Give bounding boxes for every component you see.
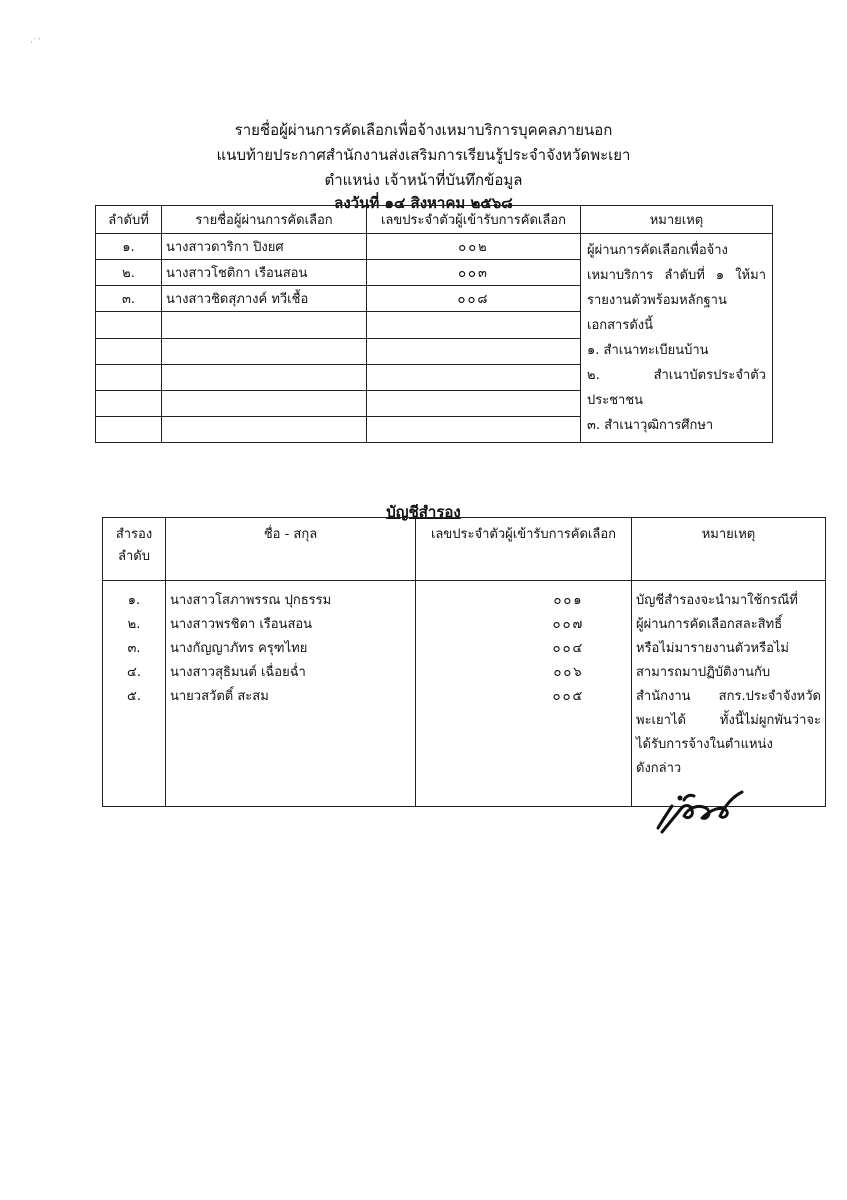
list-item: ๕. <box>127 689 141 704</box>
table-header-row <box>103 518 826 581</box>
remark-line: หรือไม่มารายงานตัวหรือไม่ <box>636 641 789 656</box>
col-header-name: รายชื่อผู้ผ่านการคัดเลือก <box>162 206 367 234</box>
col-header-order-line2: ลำดับ <box>118 549 150 564</box>
list-item: ๐๐๑ <box>553 593 584 608</box>
row-order: ๑. <box>96 234 162 260</box>
remark-cell <box>581 234 773 443</box>
list-item: นางกัญญาภัทร ครุฑไทย <box>170 641 308 656</box>
reserve-table <box>102 517 826 807</box>
list-item: นางสาวสุธิมนต์ เฉื่อยฉ่ำ <box>170 665 306 680</box>
id-column <box>416 581 632 807</box>
remark-line: รายงานตัวพร้อมหลักฐาน <box>587 293 727 308</box>
remark-line: ๓. สำเนาวุฒิการศึกษา <box>587 418 714 433</box>
remark-line: ผู้ผ่านการคัดเลือกเพื่อจ้าง <box>587 243 728 258</box>
remark-line: ดังกล่าว <box>636 761 682 776</box>
row-order: ๓. <box>96 286 162 312</box>
list-item: ๐๐๖ <box>553 665 584 680</box>
list-item: ๒. <box>127 617 141 632</box>
col-header-remark: หมายเหตุ <box>632 518 826 581</box>
list-item: ๑. <box>127 593 141 608</box>
remark-line: ๒. สำเนาบัตรประจำตัว <box>587 368 766 383</box>
remark-line: ๑. สำเนาทะเบียนบ้าน <box>587 343 709 358</box>
list-item: ๓. <box>127 641 141 656</box>
scan-speck: ·˙ˋ <box>30 38 42 48</box>
col-header-order <box>103 518 166 581</box>
remark-line: พะเยาได้ ทั้งนี้ไม่ผูกพันว่าจะ <box>636 713 821 728</box>
remark-line: ได้รับการจ้างในตำแหน่ง <box>636 737 773 752</box>
list-item: นางสาวพรชิตา เรือนสอน <box>170 617 313 632</box>
handwritten-signature <box>650 770 760 850</box>
table-header-row <box>96 206 773 234</box>
row-order: ๒. <box>96 260 162 286</box>
list-item: นางสาวโสภาพรรณ ปุกธรรม <box>170 593 332 608</box>
remark-line: เอกสารดังนี้ <box>587 318 654 333</box>
order-column <box>103 581 166 807</box>
col-header-order: ลำดับที่ <box>96 206 162 234</box>
list-item: ๔. <box>127 665 141 680</box>
list-item: ๐๐๕ <box>552 689 585 704</box>
col-header-order-line1: สำรอง <box>115 527 153 542</box>
remark-line: ผู้ผ่านการคัดเลือกสละสิทธิ์ <box>636 617 783 632</box>
reserve-title: บัญชีสำรอง <box>386 503 461 521</box>
col-header-remark: หมายเหตุ <box>581 206 773 234</box>
selected-table <box>95 205 773 443</box>
row-name: นางสาวดาริกา ปิงยศ <box>162 234 367 260</box>
header-line-3: ตำแหน่ง เจ้าหน้าที่บันทึกข้อมูล <box>324 171 523 189</box>
row-name: นางสาวโชติกา เรือนสอน <box>162 260 367 286</box>
header-date: ลงวันที่ ๑๔ สิงหาคม ๒๕๖๘ <box>334 194 513 212</box>
remark-line: สามารถมาปฏิบัติงานกับ <box>636 665 771 680</box>
remark-line: บัญชีสำรองจะนำมาใช้กรณีที่ <box>636 593 798 608</box>
row-id: ๐๐๓ <box>367 260 581 286</box>
row-id: ๐๐๒ <box>367 234 581 260</box>
col-header-id: เลขประจำตัวผู้เข้ารับการคัดเลือก <box>416 518 632 581</box>
remark-line: ประชาชน <box>587 393 644 408</box>
row-name: นางสาวชิดสุภางค์ ทวีเชื้อ <box>162 286 367 312</box>
remark-line: สำนักงาน สกร.ประจำจังหวัด <box>636 689 821 704</box>
name-column <box>166 581 416 807</box>
col-header-name: ชื่อ - สกุล <box>166 518 416 581</box>
col-header-id: เลขประจำตัวผู้เข้ารับการคัดเลือก <box>367 206 581 234</box>
header-line-1: รายชื่อผู้ผ่านการคัดเลือกเพื่อจ้างเหมาบริการบุคคลภายนอก <box>234 121 613 139</box>
row-id: ๐๐๘ <box>367 286 581 312</box>
table-row <box>96 234 773 260</box>
list-item: ๐๐๗ <box>552 617 585 632</box>
list-item: นายวสวัตติ์ สะสม <box>170 689 269 704</box>
list-item: ๐๐๔ <box>552 641 585 656</box>
remark-line: เหมาบริการ ลำดับที่ ๑ ให้มา <box>587 268 766 283</box>
header-line-2: แนบท้ายประกาศสำนักงานส่งเสริมการเรียนรู้ประจำจังหวัดพะเยา <box>216 146 631 164</box>
